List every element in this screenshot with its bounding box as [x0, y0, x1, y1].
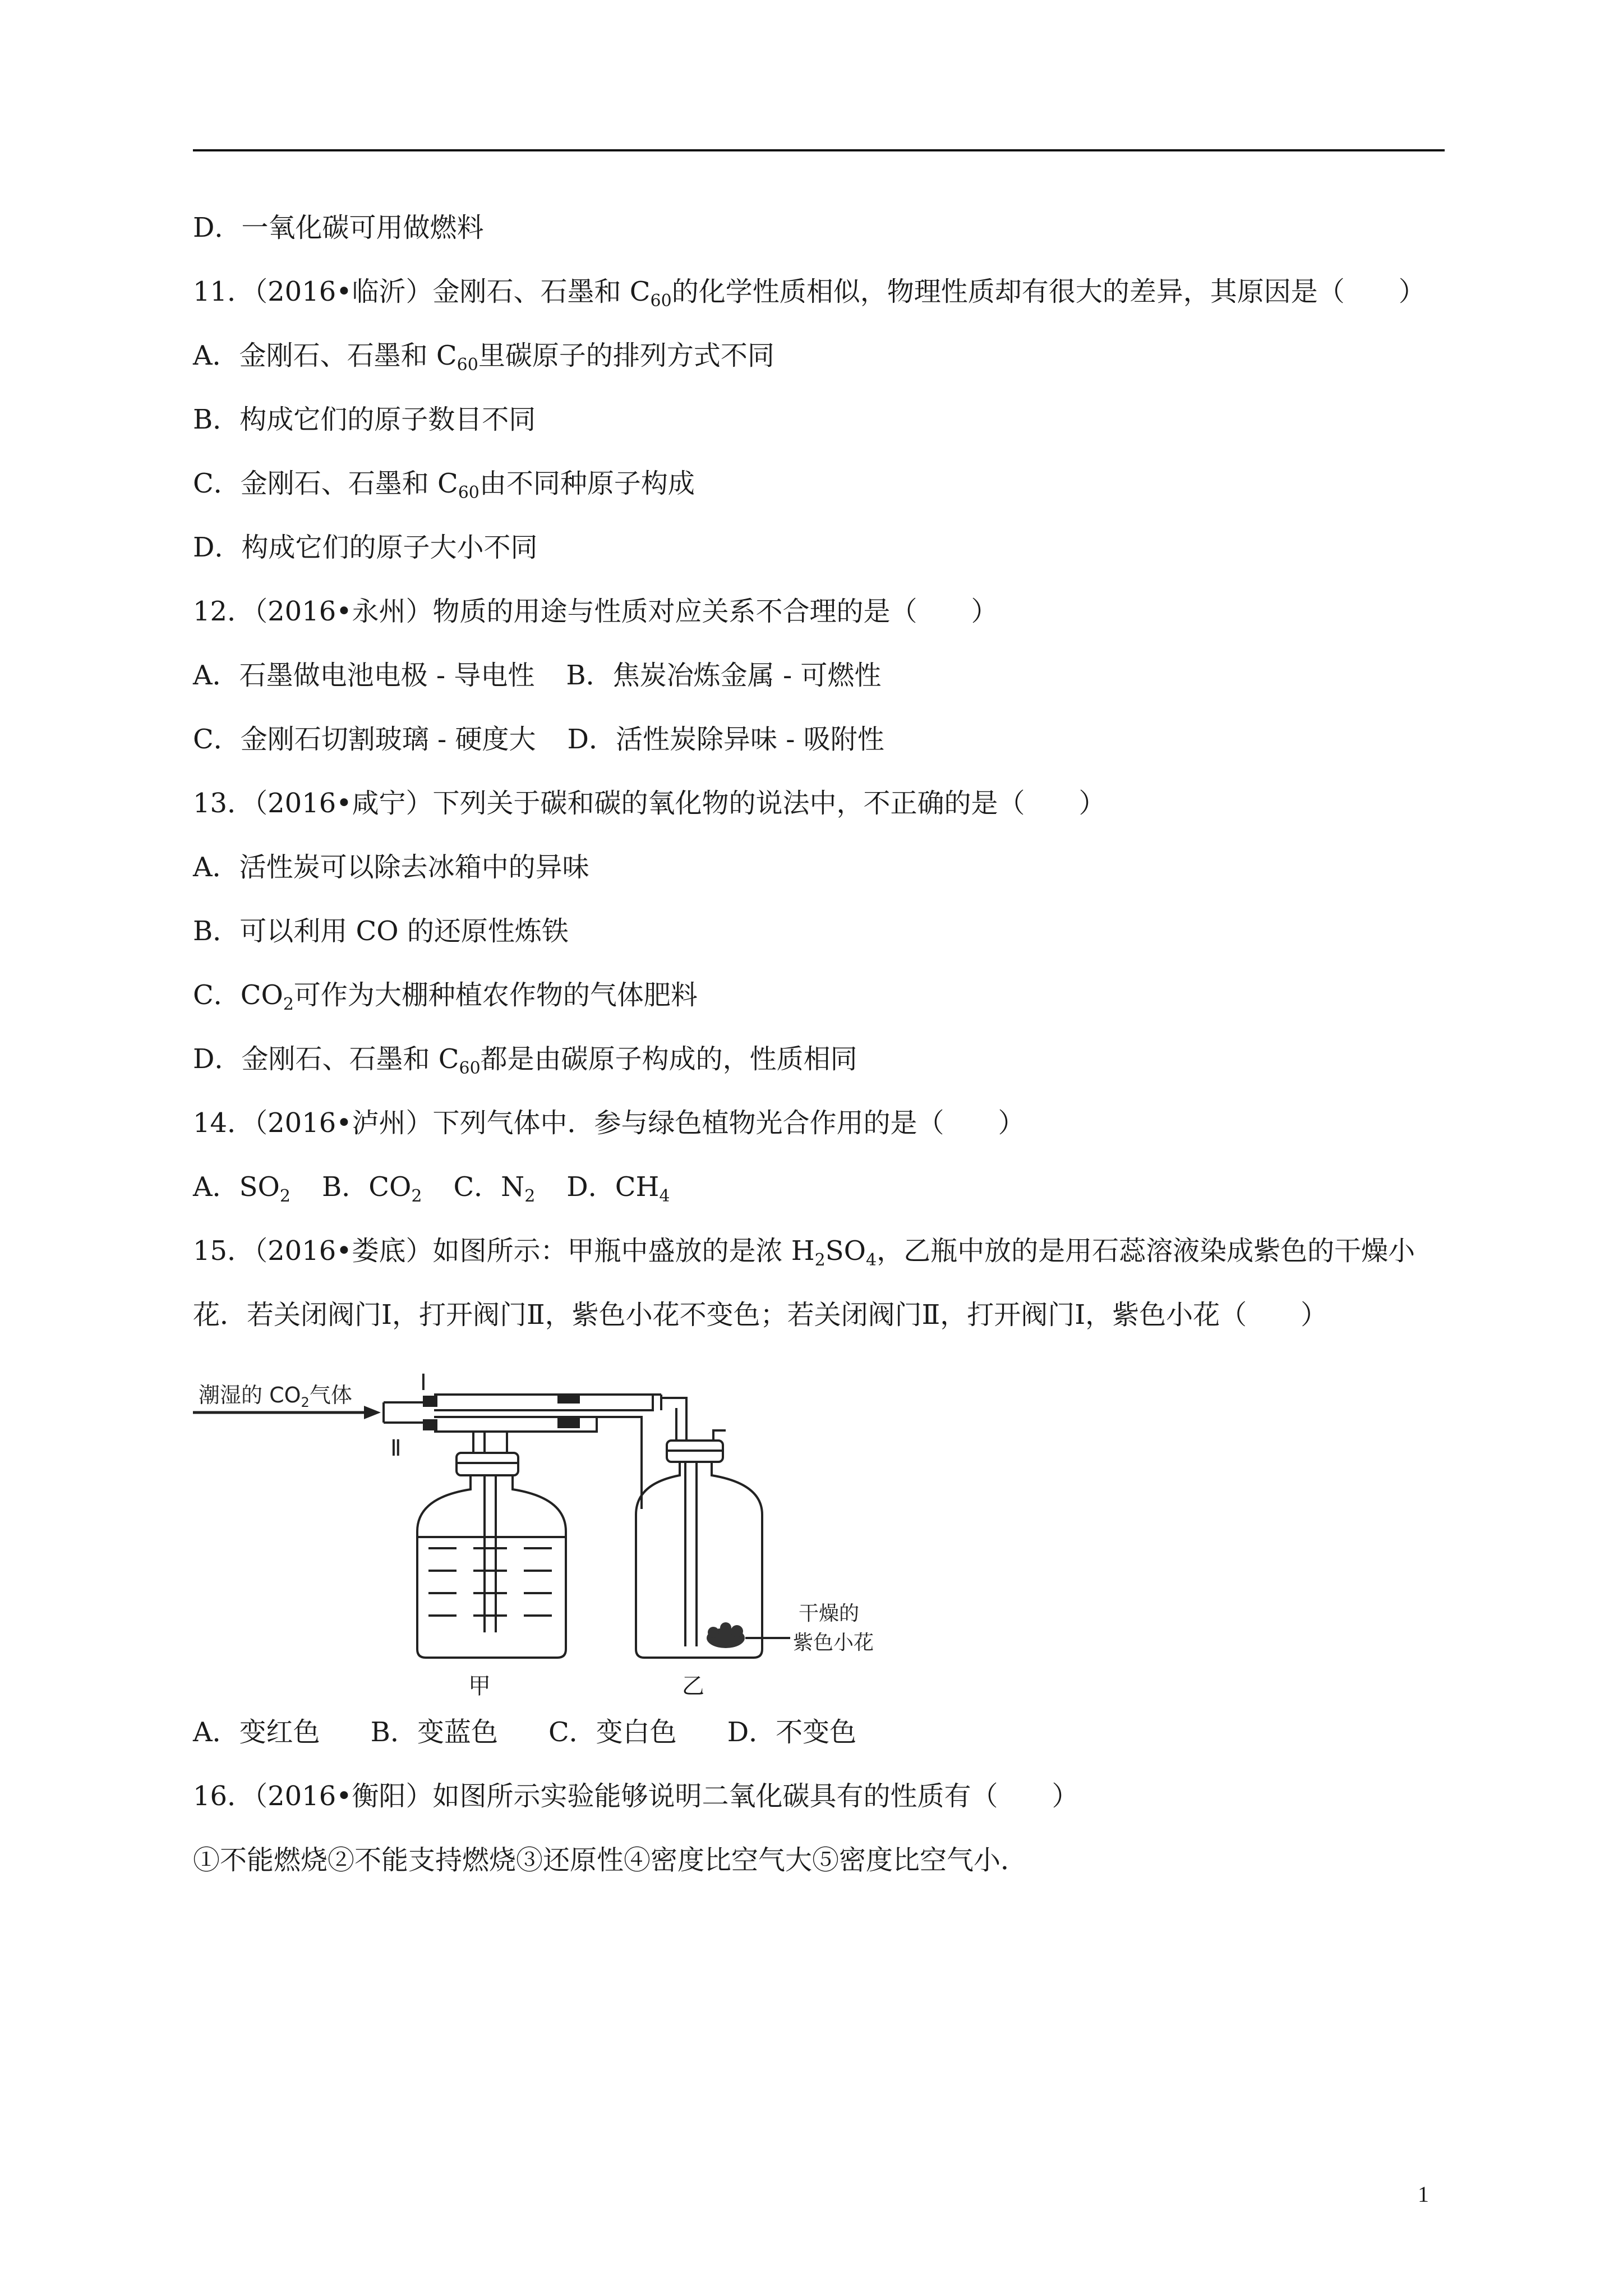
- q12-option-c: C．金刚石切割玻璃 - 硬度大: [193, 724, 536, 755]
- connector-lower-icon: [557, 1418, 580, 1428]
- q14-option-a: A．$SO_2$: [193, 1171, 291, 1206]
- q15-option-d: D．不变色: [727, 1717, 857, 1748]
- q13-option-d: D．金刚石、石墨和 $C_{60}$都是由碳原子构成的，性质相同: [193, 1043, 857, 1078]
- q15-apparatus-figure: [193, 1369, 900, 1666]
- q11-option-a: A．金刚石、石墨和 $C_{60}$里碳原子的排列方式不同: [193, 340, 774, 375]
- page-number: 1: [1418, 2182, 1429, 2207]
- q11-stem: 11．（2016•临沂）金刚石、石墨和 $C_{60}$的化学性质相似，物理性质却有很大的差异，其原因是（ ）: [193, 276, 1426, 311]
- q14-options: [193, 1171, 670, 1206]
- q16-properties: ①不能燃烧②不能支持燃烧③还原性④密度比空气大⑤密度比空气小．: [193, 1844, 1028, 1876]
- connector-upper-icon: [557, 1393, 580, 1404]
- upper-tube: [434, 1395, 653, 1410]
- q16-stem: 16．（2016•衡阳）如图所示实验能够说明二氧化碳具有的性质有（ ）: [193, 1780, 1079, 1812]
- valve-1-label: Ⅰ: [420, 1370, 427, 1396]
- q12-options-ab: [193, 660, 881, 691]
- valve-2-label: Ⅱ: [390, 1435, 402, 1461]
- q11-option-b: B．构成它们的原子数目不同: [193, 404, 536, 435]
- q11-option-d: D．构成它们的原子大小不同: [193, 532, 538, 563]
- q14-option-d: D．$CH_4$: [566, 1171, 670, 1206]
- q13-stem: 13．（2016•咸宁）下列关于碳和碳的氧化物的说法中，不正确的是（ ）: [193, 788, 1106, 819]
- bottle-2-yi: [636, 1430, 762, 1658]
- flower-label-line1: 干燥的: [799, 1602, 860, 1625]
- q15-stem-line1: 15．（2016•娄底）如图所示：甲瓶中盛放的是浓 $H_2SO_4$，乙瓶中放的是用石蕊溶液染成紫色的干燥小: [193, 1235, 1415, 1270]
- q15-option-c: C．变白色: [548, 1717, 677, 1748]
- upper-tube-down: [661, 1398, 686, 1441]
- q14-option-b: B．$CO_2$: [322, 1171, 422, 1206]
- q15-option-a: A．变红色: [193, 1717, 320, 1748]
- gas-inlet-arrowhead: [364, 1406, 381, 1419]
- valve-2-icon: [423, 1419, 437, 1430]
- q12-option-d: D．活性炭除异味 - 吸附性: [567, 724, 884, 755]
- q13-option-a: A．活性炭可以除去冰箱中的异味: [193, 852, 589, 883]
- bottle-2-label: 乙: [682, 1673, 704, 1699]
- apparatus-diagram: [193, 1369, 900, 1666]
- gas-label: 潮湿的 $CO_2$气体: [199, 1383, 352, 1410]
- q11-option-c: C．金刚石、石墨和 $C_{60}$由不同种原子构成: [193, 468, 695, 503]
- q10-option-d: D．一氧化碳可用做燃料: [193, 212, 484, 243]
- bottle-1-jia: [417, 1453, 566, 1658]
- q15-stem-line2: 花．若关闭阀门Ⅰ，打开阀门Ⅱ，紫色小花不变色；若关闭阀门Ⅱ，打开阀门Ⅰ，紫色小花（ ）: [193, 1299, 1328, 1331]
- q12-option-a: A．石墨做电池电极 - 导电性: [193, 660, 535, 691]
- q12-options-cd: [193, 724, 884, 755]
- q13-option-c: C．$CO_2$可作为大棚种植农作物的气体肥料: [193, 979, 698, 1014]
- valve-1-icon: [423, 1396, 437, 1407]
- flower-label-line2: 紫色小花: [793, 1631, 874, 1654]
- q15-options: [193, 1717, 856, 1748]
- q13-option-b: B．可以利用 CO 的还原性炼铁: [193, 915, 569, 947]
- q15-option-b: B．变蓝色: [370, 1717, 498, 1748]
- q12-option-b: B．焦炭冶炼金属 - 可燃性: [566, 660, 882, 691]
- flower-icon: [707, 1622, 745, 1648]
- bottle-1-label: 甲: [468, 1673, 491, 1699]
- q14-stem: 14．（2016•泸州）下列气体中．参与绿色植物光合作用的是（ ）: [193, 1107, 1025, 1139]
- q14-option-c: C．$N_2$: [453, 1171, 536, 1206]
- bottle-1-liquid: [417, 1537, 566, 1616]
- q12-stem: 12．（2016•永州）物质的用途与性质对应关系不合理的是（ ）: [193, 596, 998, 627]
- header-rule: [193, 149, 1445, 151]
